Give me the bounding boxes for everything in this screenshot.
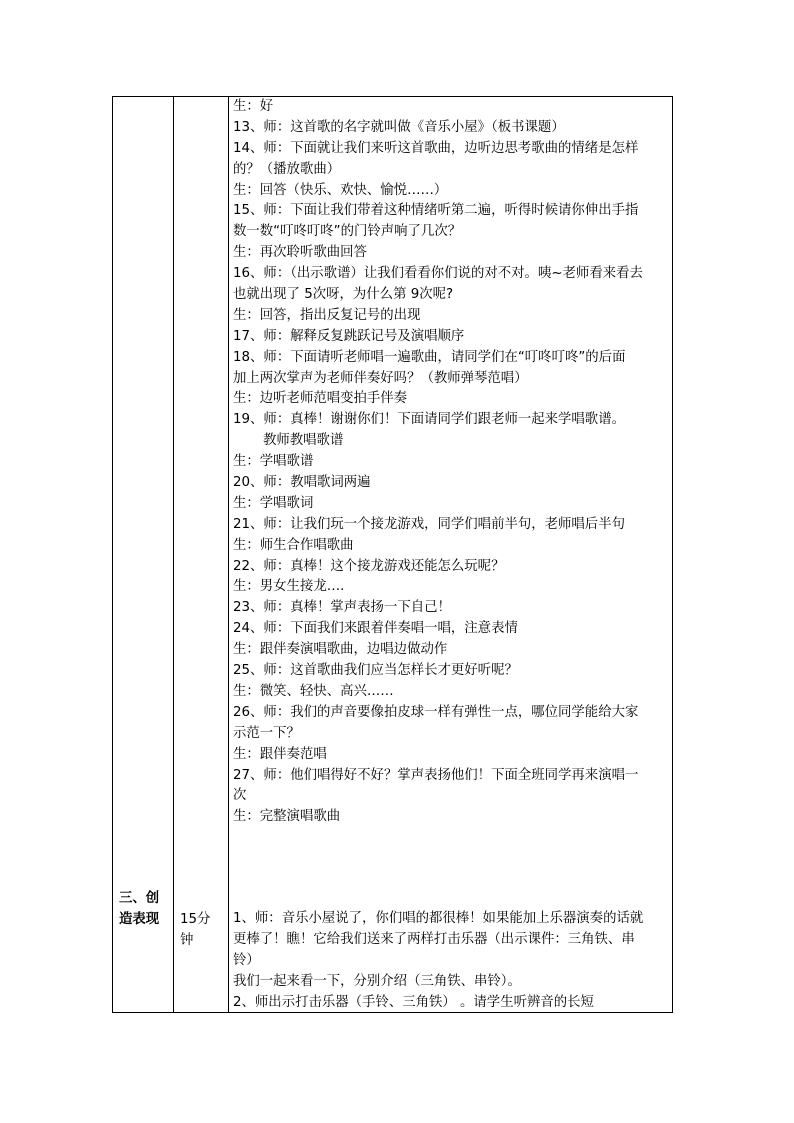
content-line: 23、师：真棒！掌声表扬一下自己！ <box>233 600 451 616</box>
content-line: 生：师生合作唱歌曲 <box>233 537 354 553</box>
duration-line: 钟 <box>180 933 194 948</box>
content-line: 19、师：真棒！谢谢你们！下面请同学们跟老师一起来学唱歌谱。 <box>233 412 625 428</box>
table-column-divider <box>228 96 229 1013</box>
content-line: 26、师：我们的声音要像拍皮球一样有弹性一点，哪位同学能给大家 <box>233 704 639 720</box>
content-line: 25、师：这首歌曲我们应当怎样长才更好听呢？ <box>233 663 518 679</box>
content-line: 的？（播放歌曲） <box>233 161 341 177</box>
content-line: 13、师：这首歌的名字就叫做《音乐小屋》（板书课题） <box>233 119 565 135</box>
content-line: 次 <box>233 788 247 804</box>
content-line: 生：学唱歌词 <box>233 495 314 511</box>
content-line: 生：男女生接龙…. <box>233 579 345 595</box>
content-line: 20、师：教唱歌词两遍 <box>233 475 371 491</box>
content-line: 22、师：真棒！这个接龙游戏还能怎么玩呢？ <box>233 558 505 574</box>
content-line: 也就出现了 5次呀，为什么第 9次呢? <box>233 287 454 303</box>
content-line: 生：边听老师范唱变拍手伴奏 <box>233 391 408 407</box>
content-line: 生：跟伴奏演唱歌曲，边唱边做动作 <box>233 642 448 658</box>
content-line: 加上两次掌声为老师伴奏好吗？（教师弹琴范唱） <box>233 370 528 386</box>
content-line: 更棒了！瞧！它给我们送来了两样打击乐器（出示课件：三角铁、串 <box>233 931 635 947</box>
lesson-steps-content <box>233 97 673 828</box>
content-line: 24、师：下面我们来跟着伴奏唱一唱，注意表情 <box>233 621 518 637</box>
content-line: 示范一下？ <box>233 725 300 741</box>
creative-section-content <box>233 909 673 1013</box>
duration-cell <box>180 909 226 951</box>
section-title-line: 三、创 <box>119 891 160 906</box>
table-left-border <box>112 96 113 1013</box>
content-line: 15、师：下面让我们带着这种情绪听第二遍，听得时候请你伸出手指 <box>233 203 639 219</box>
content-line: 27、师：他们唱得好不好？掌声表扬他们！下面全班同学再来演唱一 <box>233 767 639 783</box>
content-line: 14、师：下面就让我们来听这首歌曲，边听边思考歌曲的情绪是怎样 <box>233 140 639 156</box>
table-column-divider <box>173 96 174 1013</box>
content-line: 生：回答，指出反复记号的出现 <box>233 307 421 323</box>
duration-line: 15分 <box>180 912 211 927</box>
content-line: 16、师：（出示歌谱）让我们看看你们说的对不对。咦~老师看来看去 <box>233 266 643 282</box>
content-line: 我们一起来看一下，分别介绍（三角铁、串铃）。 <box>233 973 521 989</box>
content-line: 生：跟伴奏范唱 <box>233 746 327 762</box>
content-line: 生：学唱歌谱 <box>233 454 314 470</box>
content-line: 2、师出示打击乐器（手铃、三角铁） 。请学生听辨音的长短 <box>233 994 594 1010</box>
content-line: 生：好 <box>233 99 274 114</box>
section-title-line: 造表现 <box>119 912 160 927</box>
content-line: 生：再次聆听歌曲回答 <box>233 245 367 261</box>
content-line: 数一数“叮咚叮咚”的门铃声响了几次？ <box>233 224 462 240</box>
content-line: 生：完整演唱歌曲 <box>233 809 341 825</box>
content-line: 生：回答（快乐、欢快、愉悦……） <box>233 182 448 198</box>
content-line: 21、师：让我们玩一个接龙游戏，同学们唱前半句，老师唱后半句 <box>233 516 625 532</box>
content-line: 生：微笑、轻快、高兴…… <box>233 683 394 699</box>
content-line: 17、师：解释反复跳跃记号及演唱顺序 <box>233 328 465 344</box>
content-line: 1、师：音乐小屋说了，你们唱的都很棒！如果能加上乐器演奏的话就 <box>233 911 644 926</box>
content-line: 18、师：下面请听老师唱一遍歌曲，请同学们在“叮咚叮咚”的后面 <box>233 349 626 365</box>
content-line: 铃） <box>233 952 260 968</box>
section-title-cell <box>119 888 171 930</box>
content-line: 教师教唱歌谱 <box>263 433 344 449</box>
